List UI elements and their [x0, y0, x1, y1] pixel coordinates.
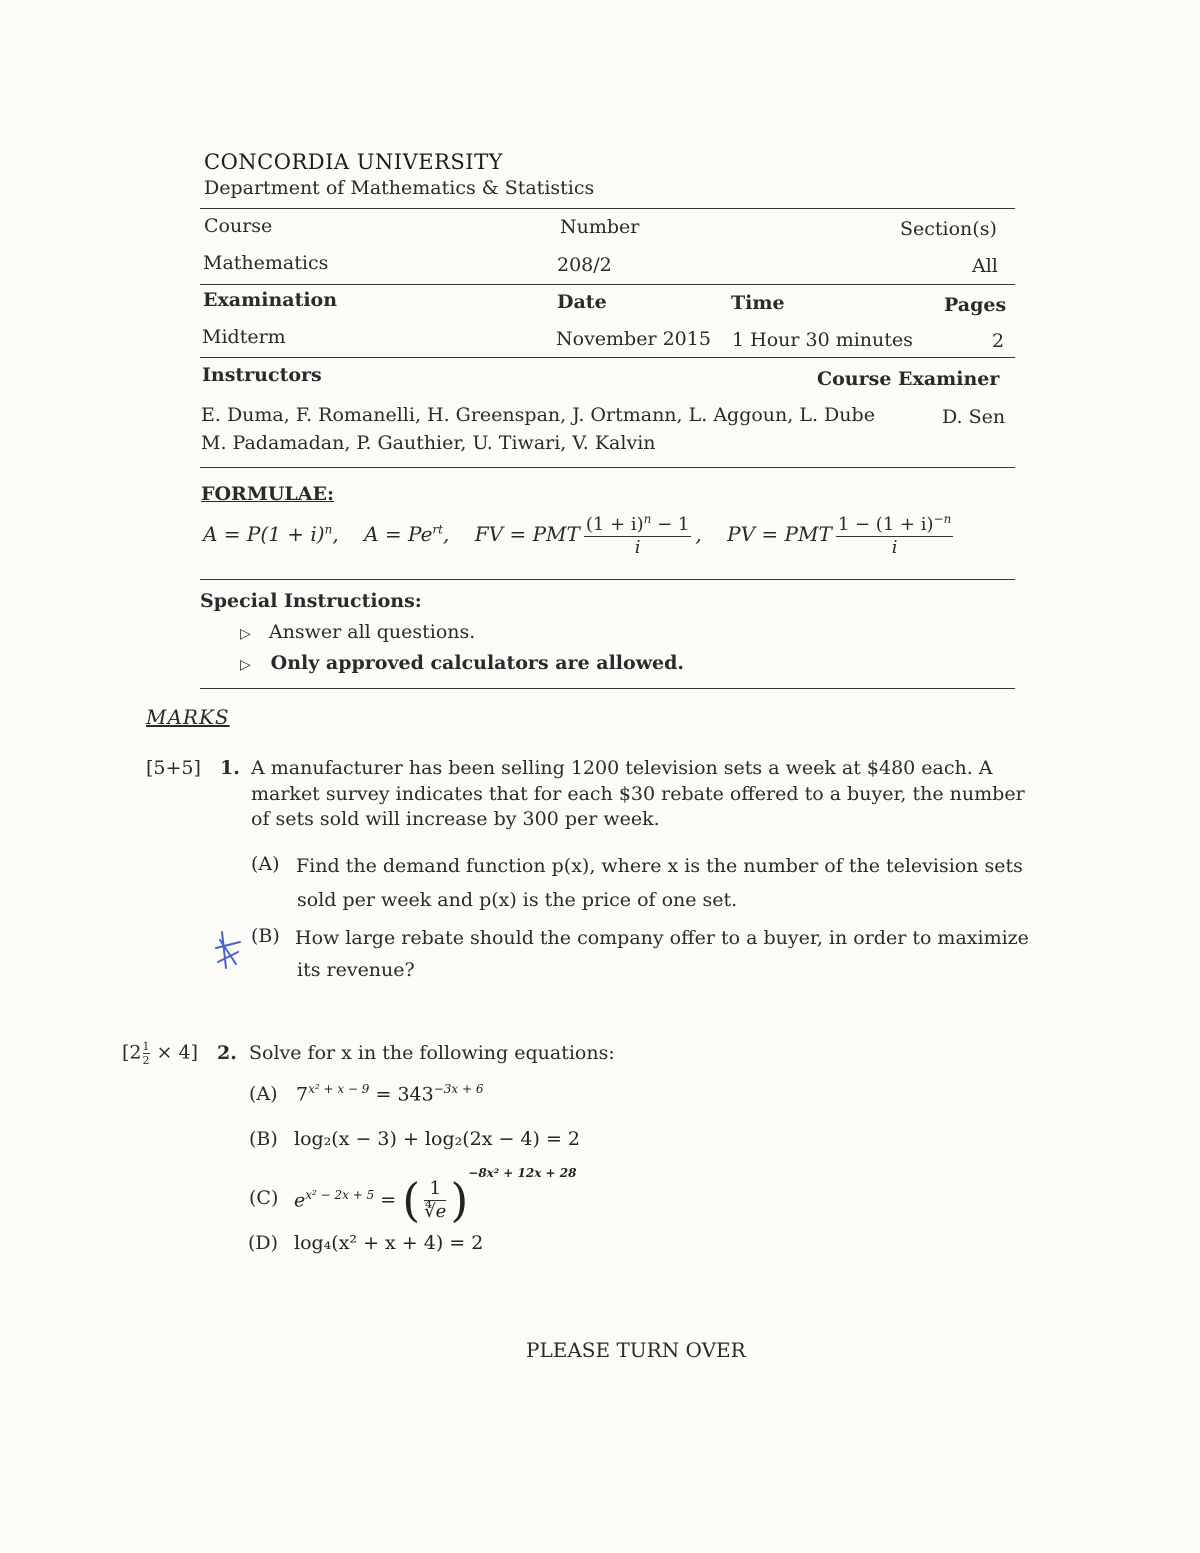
formulae-label: FORMULAE:: [201, 483, 335, 505]
instructions-label: Special Instructions:: [200, 590, 422, 612]
q2-b-label: (B): [249, 1128, 278, 1150]
divider: [200, 688, 1015, 689]
q1-number: 1.: [220, 757, 240, 779]
exam-label: Examination: [203, 289, 338, 311]
sections-value: All: [972, 255, 998, 277]
q2-a-label: (A): [249, 1083, 278, 1105]
q2-number: 2.: [217, 1042, 237, 1064]
marks-label: MARKS: [146, 705, 230, 729]
q1-marks: [5+5]: [146, 757, 201, 779]
formula-compound: $A = P(1 + i)^n$,: [203, 521, 339, 546]
number-label: Number: [560, 216, 640, 238]
number-value: 208/2: [557, 254, 612, 276]
q1-text-line2: market survey indicates that for each $30 rebate offered to a buyer, the number: [251, 783, 1025, 805]
course-value: Mathematics: [203, 252, 329, 274]
instructors-line2: M. Padamadan, P. Gauthier, U. Tiwari, V. Kalvin: [201, 432, 656, 454]
q1-text-line3: of sets sold will increase by 300 per week.: [251, 808, 660, 830]
q1-b-label: (B): [251, 925, 280, 947]
q2-d-label: (D): [248, 1232, 279, 1254]
examiner-value: D. Sen: [942, 406, 1006, 428]
date-value: November 2015: [556, 328, 711, 350]
formula-continuous: $A = Pe^{rt}$,: [364, 521, 450, 546]
q2-a-equation: $7^{x^2 + x - 9} = 343^{-3x + 6}$: [296, 1082, 484, 1106]
q1-a-line1: Find the demand function p(x), where x is the number of the television sets: [296, 855, 1023, 877]
formula-present-value: PV = PMT $\frac{1 - (1 + i)^{-n}}{i}$: [727, 512, 952, 558]
formulae-line: [203, 512, 957, 558]
sections-label: Section(s): [900, 218, 997, 240]
q2-b-equation: log₂(x − 3) + log₂(2x − 4) = 2: [294, 1128, 581, 1150]
examiner-label: Course Examiner: [817, 368, 1000, 390]
q1-a-label: (A): [251, 853, 280, 875]
course-label: Course: [204, 215, 273, 237]
divider: [200, 467, 1015, 468]
exam-value: Midterm: [202, 326, 286, 348]
q1-text-line1: A manufacturer has been selling 1200 television sets a week at $480 each. A: [251, 757, 993, 779]
q2-marks: [2 $\frac{1}{2}$ × 4]: [122, 1040, 199, 1067]
handwritten-star-icon: [212, 928, 246, 972]
pages-value: 2: [992, 330, 1005, 352]
university-name: CONCORDIA UNIVERSITY: [204, 150, 503, 174]
divider: [200, 208, 1015, 209]
q2-c-label: (C): [249, 1187, 279, 1209]
instruction-item: ▷ Only approved calculators are allowed.: [240, 652, 685, 674]
page-footer: PLEASE TURN OVER: [526, 1338, 746, 1362]
q1-b-line2: its revenue?: [297, 959, 415, 981]
time-label: Time: [731, 292, 785, 314]
divider: [200, 579, 1015, 580]
instructors-line1: E. Duma, F. Romanelli, H. Greenspan, J. Ortmann, L. Aggoun, L. Dube: [201, 404, 875, 426]
q1-b-line1: How large rebate should the company offer to a buyer, in order to maximize: [295, 927, 1029, 949]
q2-c-equation: $e^{x^2 - 2x + 5}$ = ( $\frac{1}{∜e}$ )$^{-8x^2 + 12x + 28}$: [294, 1166, 577, 1227]
q1-a-line2: sold per week and p(x) is the price of one set.: [297, 889, 738, 911]
divider: [200, 357, 1015, 358]
date-label: Date: [557, 291, 607, 313]
divider: [200, 284, 1015, 285]
q2-d-equation: log₄(x² + x + 4) = 2: [294, 1232, 484, 1254]
instructors-label: Instructors: [202, 364, 322, 386]
triangle-bullet-icon: ▷: [240, 657, 251, 673]
pages-label: Pages: [944, 294, 1007, 316]
department-name: Department of Mathematics & Statistics: [204, 177, 595, 199]
formula-future-value: FV = PMT $\frac{(1 + i)^n - 1}{i}$ ,: [474, 512, 702, 558]
triangle-bullet-icon: ▷: [240, 626, 251, 642]
time-value: 1 Hour 30 minutes: [732, 329, 913, 351]
q2-text: Solve for x in the following equations:: [249, 1042, 615, 1064]
instruction-item: ▷ Answer all questions.: [240, 621, 476, 643]
